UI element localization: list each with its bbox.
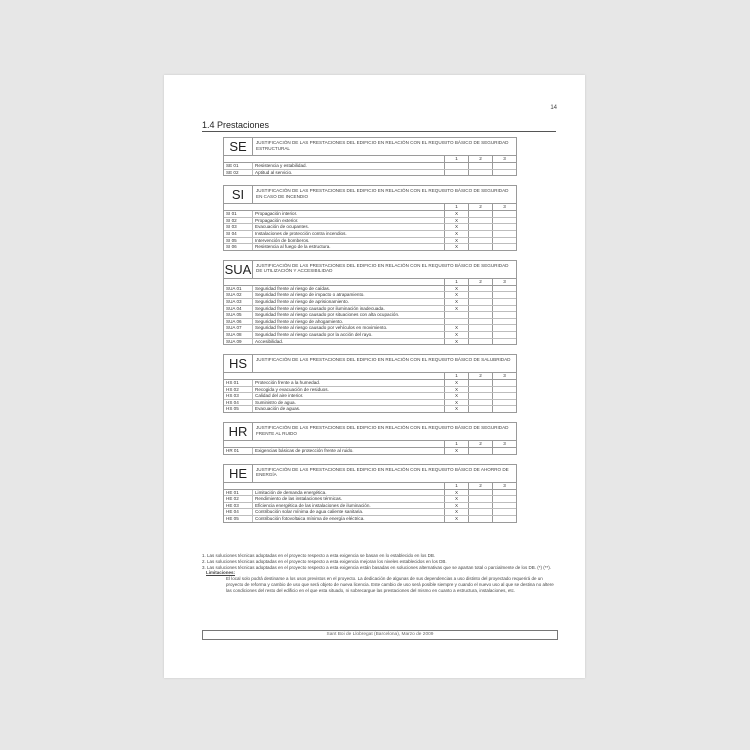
check-cell-2 [468, 496, 492, 502]
check-cell-3 [492, 509, 516, 515]
check-cell-1: X [444, 380, 468, 386]
row-code: HS 01 [224, 380, 253, 386]
check-cell-3 [492, 400, 516, 406]
check-cell-2 [468, 218, 492, 224]
row-label: Seguridad frente al riesgo causado por iluminación inadecuada. [255, 305, 385, 311]
row-code: SI 04 [224, 231, 253, 237]
column-header: 3 [492, 204, 516, 210]
check-cell-3 [492, 238, 516, 244]
table-row [224, 163, 516, 170]
row-label: Evacuación de aguas. [255, 406, 301, 412]
column-header: 2 [468, 373, 492, 379]
column-header: 1 [444, 204, 468, 210]
table-header [224, 138, 516, 156]
table-row [224, 231, 516, 238]
footer-place-date: Sant Boi de Llobregat (Barcelona), Marzo de 2009 [202, 630, 558, 640]
limitations-label: Limitaciones: [206, 570, 236, 576]
page-number: 14 [550, 105, 557, 111]
column-header: 3 [492, 279, 516, 285]
check-cell-1: X [444, 516, 468, 522]
check-cell-3 [492, 406, 516, 412]
table-row [224, 509, 516, 516]
check-cell-2 [468, 292, 492, 298]
row-code: SI 03 [224, 224, 253, 230]
requirement-title: JUSTIFICACIÓN DE LAS PRESTACIONES DEL EDIFICIO EN RELACIÓN CON EL REQUISITO BÁSICO DE AHORRO DE ENERGÍA [256, 466, 509, 478]
row-label: Protección frente a la humedad. [255, 380, 321, 386]
limitations-text: El local solo podrá destinarse a los usos previstos en el proyecto. La dedicación de algunas de sus dependencias a uso distinto del proyectado requerirá de un proyecto de reforma y cambio de uso que será objeto de nueva licencia. Este cambio de uso será posible siempre y cuando el nuevo uso al que se destina no altere las condiciones del resto del edificio en el que esta situado, ni sobrecargue las prestaciones del mismo en cuanto a estructura, instalaciones, etc. [226, 576, 554, 593]
row-label: Resistencia al fuego de la estructura. [255, 244, 331, 250]
table-row [224, 218, 516, 225]
check-cell-2 [468, 231, 492, 237]
row-label: Propagación interior. [255, 211, 298, 217]
check-cell-1: X [444, 306, 468, 312]
check-cell-2 [468, 509, 492, 515]
requirement-table [223, 422, 517, 455]
check-cell-3 [492, 503, 516, 509]
check-cell-3 [492, 387, 516, 393]
requirement-title: JUSTIFICACIÓN DE LAS PRESTACIONES DEL EDIFICIO EN RELACIÓN CON EL REQUISITO BÁSICO DE SEGURIDAD FRENTE AL RUIDO [256, 425, 509, 436]
table-header [224, 423, 516, 441]
row-code: HS 04 [224, 400, 253, 406]
check-cell-1 [444, 163, 468, 169]
row-label: Contribución fotovoltaica mínima de energía eléctrica. [255, 516, 365, 522]
row-code: HR 01 [224, 448, 253, 454]
column-header-spacer [224, 373, 444, 379]
table-row [224, 496, 516, 503]
check-cell-3 [492, 211, 516, 217]
row-label: Seguridad frente al riesgo de impacto o atrapamiento. [255, 292, 365, 298]
table-row [224, 292, 516, 299]
table-row [224, 299, 516, 306]
table-row [224, 319, 516, 326]
check-cell-2 [468, 238, 492, 244]
row-code: SUA 04 [224, 306, 253, 312]
row-label: Propagación exterior. [255, 217, 299, 223]
note-item: 2. Las soluciones técnicas adoptadas en el proyecto respecto a esta exigencia mejoran los niveles establecidos en los DB. [202, 558, 447, 564]
row-code: SI 02 [224, 218, 253, 224]
row-code: SI 05 [224, 238, 253, 244]
check-cell-2 [468, 286, 492, 292]
check-cell-3 [492, 325, 516, 331]
table-row [224, 244, 516, 250]
requirement-code: SUA [224, 261, 252, 277]
row-code: SUA 05 [224, 312, 253, 318]
check-cell-1: X [444, 339, 468, 345]
table-header [224, 186, 516, 204]
row-label: Recogida y evacuación de residuos. [255, 386, 329, 392]
column-header: 1 [444, 483, 468, 489]
row-code: SUA 01 [224, 286, 253, 292]
row-code: SI 01 [224, 211, 253, 217]
table-row [224, 325, 516, 332]
table-header [224, 261, 516, 279]
table-row [224, 380, 516, 387]
requirements-tables [223, 137, 517, 532]
table-row [224, 516, 516, 522]
requirement-table [223, 137, 517, 176]
check-cell-1 [444, 170, 468, 176]
row-label: Evacuación de ocupantes. [255, 224, 309, 230]
row-label: Calidad del aire interior. [255, 393, 304, 399]
check-cell-1: X [444, 503, 468, 509]
check-cell-3 [492, 393, 516, 399]
check-cell-2 [468, 319, 492, 325]
column-header-row [224, 279, 516, 286]
column-header: 1 [444, 156, 468, 162]
requirement-table [223, 185, 517, 251]
requirement-code: SE [224, 138, 253, 155]
check-cell-1: X [444, 299, 468, 305]
row-code: SUA 07 [224, 325, 253, 331]
check-cell-3 [492, 218, 516, 224]
check-cell-3 [492, 170, 516, 176]
row-code: SUA 06 [224, 319, 253, 325]
check-cell-2 [468, 400, 492, 406]
column-header-row [224, 373, 516, 380]
table-row [224, 224, 516, 231]
check-cell-3 [492, 292, 516, 298]
row-label: Resistencia y estabilidad. [255, 163, 307, 168]
column-header: 2 [468, 441, 492, 447]
row-label: Seguridad frente al riesgo causado por vehículos en movimiento. [255, 325, 388, 331]
check-cell-3 [492, 244, 516, 250]
table-header [224, 355, 516, 373]
check-cell-2 [468, 170, 492, 176]
check-cell-2 [468, 299, 492, 305]
table-row [224, 387, 516, 394]
check-cell-1: X [444, 244, 468, 250]
column-header-spacer [224, 279, 444, 285]
table-row [224, 211, 516, 218]
column-header: 2 [468, 204, 492, 210]
check-cell-2 [468, 516, 492, 522]
table-row [224, 306, 516, 313]
check-cell-1: X [444, 238, 468, 244]
table-row [224, 406, 516, 412]
column-header: 1 [444, 373, 468, 379]
column-header-spacer [224, 156, 444, 162]
table-row [224, 170, 516, 176]
row-label: Rendimiento de las instalaciones térmicas. [255, 496, 343, 502]
check-cell-1: X [444, 292, 468, 298]
column-header: 3 [492, 156, 516, 162]
check-cell-2 [468, 325, 492, 331]
requirement-title: JUSTIFICACIÓN DE LAS PRESTACIONES DEL EDIFICIO EN RELACIÓN CON EL REQUISITO BÁSICO DE SEGURIDAD EN CASO DE INCENDIO [256, 188, 509, 199]
check-cell-3 [492, 448, 516, 454]
check-cell-2 [468, 163, 492, 169]
check-cell-1 [444, 312, 468, 318]
check-cell-2 [468, 387, 492, 393]
requirement-table [223, 260, 517, 345]
check-cell-1: X [444, 325, 468, 331]
row-code: SUA 08 [224, 332, 253, 338]
requirement-title: JUSTIFICACIÓN DE LAS PRESTACIONES DEL EDIFICIO EN RELACIÓN CON EL REQUISITO BÁSICO DE SEGURIDAD DE UTILIZACIÓN Y ACCESIBILIDAD [256, 262, 509, 274]
check-cell-1: X [444, 332, 468, 338]
column-header-row [224, 156, 516, 163]
check-cell-2 [468, 332, 492, 338]
check-cell-2 [468, 490, 492, 496]
row-label: Suministro de agua. [255, 399, 296, 405]
check-cell-2 [468, 406, 492, 412]
row-code: SE 01 [224, 163, 253, 169]
section-title: 1.4 Prestaciones [202, 121, 556, 132]
row-code: SI 06 [224, 244, 253, 250]
column-header: 3 [492, 373, 516, 379]
table-row [224, 490, 516, 497]
row-label: Contribución solar mínima de agua caliente sanitaria. [255, 509, 364, 515]
check-cell-2 [468, 448, 492, 454]
requirement-title: JUSTIFICACIÓN DE LAS PRESTACIONES DEL EDIFICIO EN RELACIÓN CON EL REQUISITO BÁSICO DE SEGURIDAD ESTRUCTURAL [256, 140, 509, 151]
table-row [224, 393, 516, 400]
check-cell-3 [492, 163, 516, 169]
check-cell-1: X [444, 406, 468, 412]
table-row [224, 448, 516, 454]
row-code: SE 02 [224, 170, 253, 176]
check-cell-3 [492, 299, 516, 305]
requirement-title: JUSTIFICACIÓN DE LAS PRESTACIONES DEL EDIFICIO EN RELACIÓN CON EL REQUISITO BÁSICO DE SALUBRIDAD [256, 357, 511, 363]
requirement-code: SI [224, 186, 253, 203]
check-cell-1: X [444, 387, 468, 393]
row-code: HE 05 [224, 516, 253, 522]
check-cell-2 [468, 393, 492, 399]
row-code: HS 03 [224, 393, 253, 399]
row-label: Eficiencia energética de las instalaciones de iluminación. [255, 502, 371, 508]
row-code: HS 05 [224, 406, 253, 412]
check-cell-2 [468, 211, 492, 217]
check-cell-1: X [444, 496, 468, 502]
column-header-row [224, 483, 516, 490]
column-header-row [224, 204, 516, 211]
table-row [224, 286, 516, 293]
row-code: HE 04 [224, 509, 253, 515]
column-header: 2 [468, 279, 492, 285]
column-header-spacer [224, 483, 444, 489]
row-label: Instalaciones de protección contra incendios. [255, 230, 347, 236]
row-code: HE 03 [224, 503, 253, 509]
row-label: Seguridad frente al riesgo de ahogamiento. [255, 318, 344, 324]
requirement-table [223, 354, 517, 413]
check-cell-2 [468, 339, 492, 345]
row-code: HE 01 [224, 490, 253, 496]
check-cell-2 [468, 503, 492, 509]
check-cell-3 [492, 516, 516, 522]
row-label: Seguridad frente al riesgo de caídas. [255, 285, 331, 291]
row-code: SUA 02 [224, 292, 253, 298]
check-cell-3 [492, 332, 516, 338]
check-cell-1: X [444, 218, 468, 224]
column-header-spacer [224, 441, 444, 447]
column-header: 2 [468, 156, 492, 162]
note-item: 3. Las soluciones técnicas adoptadas en el proyecto respecto a esta exigencia están basadas en soluciones alternativas que se apartan total o parcialmente de los DB. (*) (**). [202, 564, 551, 570]
check-cell-1: X [444, 286, 468, 292]
check-cell-2 [468, 312, 492, 318]
table-row [224, 400, 516, 407]
check-cell-3 [492, 339, 516, 345]
column-header: 3 [492, 483, 516, 489]
check-cell-2 [468, 244, 492, 250]
check-cell-3 [492, 490, 516, 496]
table-row [224, 503, 516, 510]
column-header: 2 [468, 483, 492, 489]
row-label: Aptitud al servicio. [255, 169, 293, 175]
check-cell-3 [492, 319, 516, 325]
table-row [224, 332, 516, 339]
check-cell-1: X [444, 231, 468, 237]
table-row [224, 238, 516, 245]
check-cell-1 [444, 319, 468, 325]
row-label: Seguridad frente al riesgo causado por situaciones con alta ocupación. [255, 312, 400, 318]
table-row [224, 312, 516, 319]
notes-block [202, 553, 558, 594]
check-cell-2 [468, 224, 492, 230]
row-label: Accesibilidad. [255, 338, 284, 344]
note-item: 1. Las soluciones técnicas adoptadas en el proyecto respecto a esta exigencia se basan en lo establecido en los DB. [202, 553, 436, 558]
check-cell-1: X [444, 490, 468, 496]
row-code: HS 02 [224, 387, 253, 393]
check-cell-1: X [444, 400, 468, 406]
check-cell-3 [492, 224, 516, 230]
column-header: 3 [492, 441, 516, 447]
column-header: 1 [444, 279, 468, 285]
row-label: Seguridad frente al riesgo causado por la acción del rayo. [255, 331, 373, 337]
column-header-row [224, 441, 516, 448]
check-cell-1: X [444, 509, 468, 515]
check-cell-3 [492, 231, 516, 237]
requirement-code: HS [224, 355, 253, 372]
table-row [224, 339, 516, 345]
check-cell-3 [492, 312, 516, 318]
check-cell-2 [468, 380, 492, 386]
check-cell-3 [492, 286, 516, 292]
row-label: Seguridad frente al riesgo de aprisionamiento. [255, 298, 349, 304]
requirement-code: HE [224, 465, 253, 482]
row-label: Exigencias básicas de protección frente al ruido. [255, 448, 354, 454]
column-header: 1 [444, 441, 468, 447]
check-cell-1: X [444, 211, 468, 217]
check-cell-3 [492, 496, 516, 502]
check-cell-3 [492, 306, 516, 312]
row-label: Limitación de demanda energética. [255, 489, 327, 495]
column-header-spacer [224, 204, 444, 210]
table-header [224, 465, 516, 483]
check-cell-1: X [444, 448, 468, 454]
check-cell-1: X [444, 393, 468, 399]
requirement-code: HR [224, 423, 253, 440]
row-code: SUA 03 [224, 299, 253, 305]
requirement-table [223, 464, 517, 523]
check-cell-1: X [444, 224, 468, 230]
check-cell-3 [492, 380, 516, 386]
row-code: HE 02 [224, 496, 253, 502]
check-cell-2 [468, 306, 492, 312]
document-page [164, 75, 585, 678]
row-code: SUA 09 [224, 339, 253, 345]
row-label: Intervención de bomberos. [255, 237, 310, 243]
